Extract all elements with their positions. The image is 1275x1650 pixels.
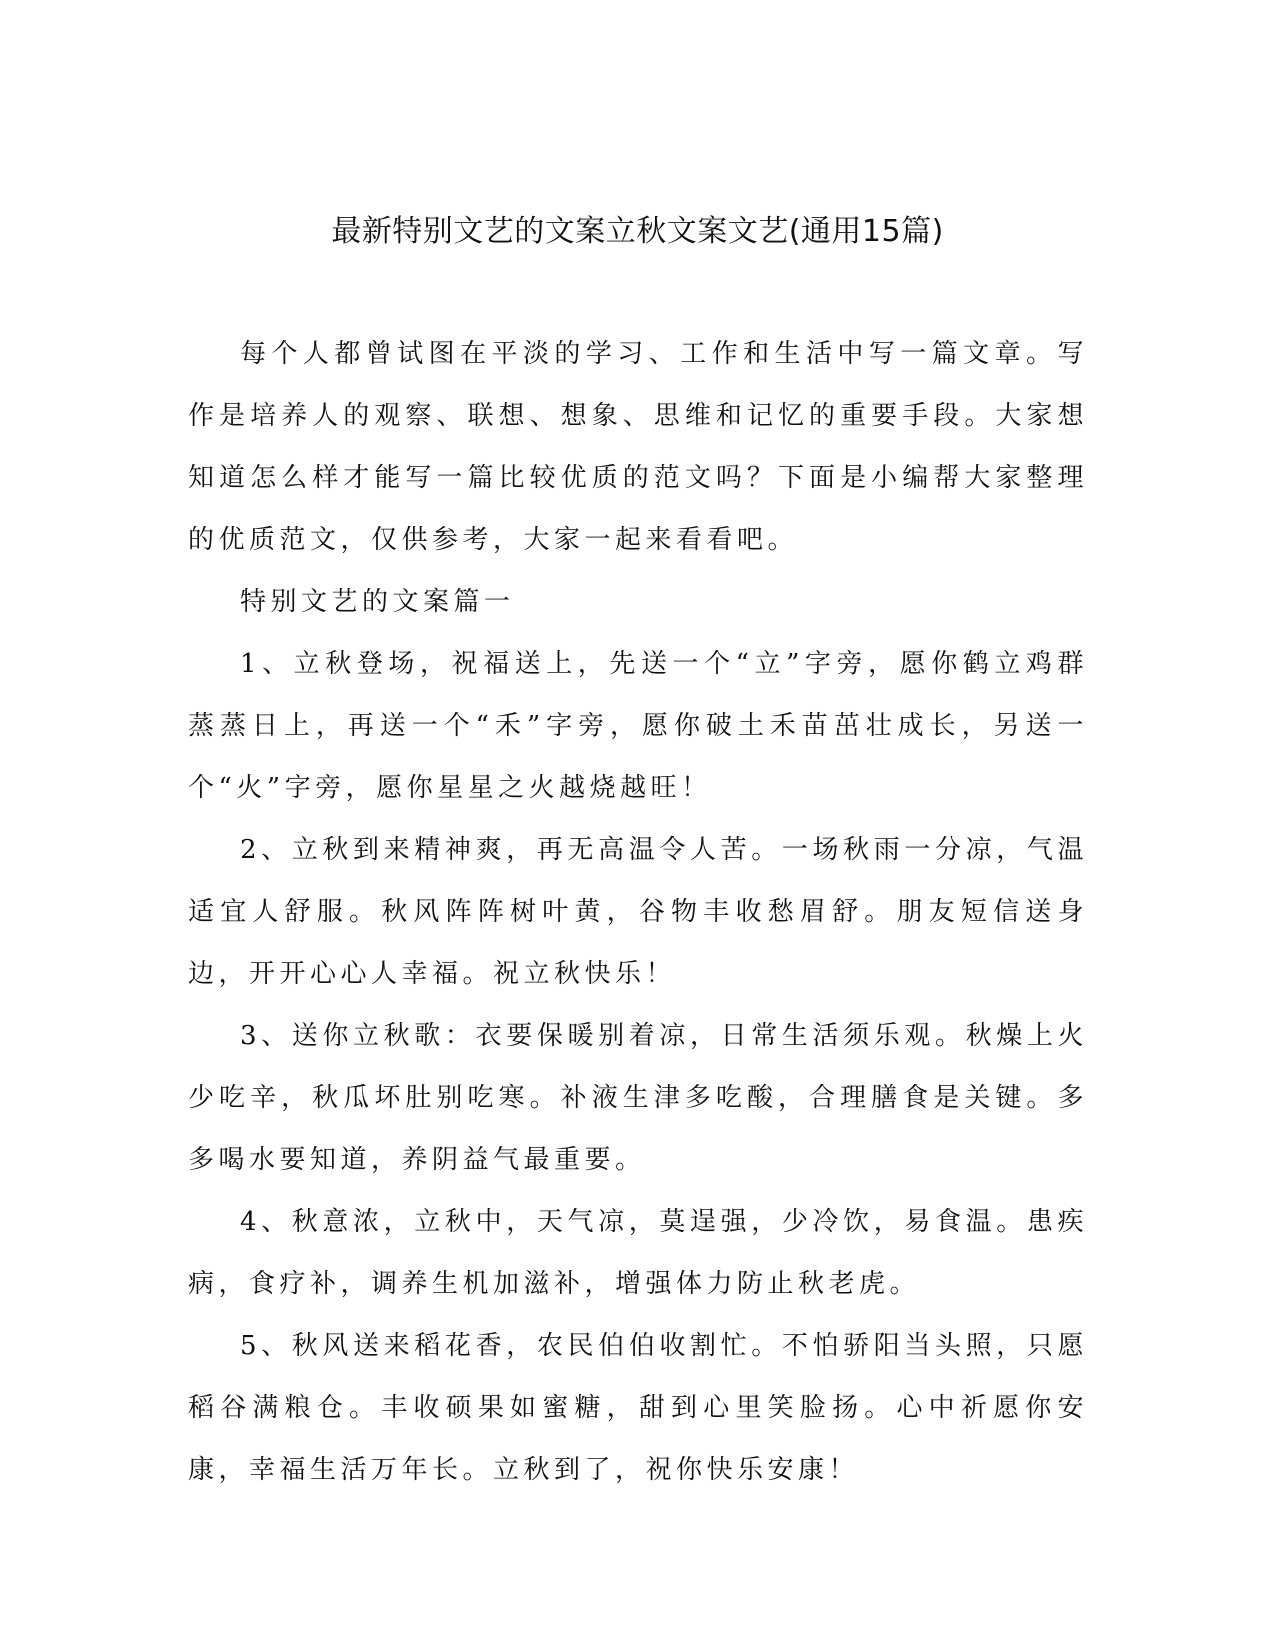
list-item-1: 1、立秋登场，祝福送上，先送一个“立”字旁，愿你鹤立鸡群蒸蒸日上，再送一个“禾”字旁，愿你破土禾苗茁壮成长，另送一个“火”字旁，愿你星星之火越烧越旺！ xyxy=(188,649,1088,803)
list-item-5: 5、秋风送来稻花香，农民伯伯收割忙。不怕骄阳当头照，只愿稻谷满粮仓。丰收硕果如蜜糖，甜到心里笑脸扬。心中祈愿你安康，幸福生活万年长。立秋到了，祝你快乐安康！ xyxy=(188,1331,1088,1485)
list-item-3: 3、送你立秋歌：衣要保暖别着凉，日常生活须乐观。秋燥上火少吃辛，秋瓜坏肚别吃寒。补液生津多吃酸，合理膳食是关键。多多喝水要知道，养阴益气最重要。 xyxy=(188,1021,1088,1175)
list-item-4: 4、秋意浓，立秋中，天气凉，莫逞强，少冷饮，易食温。患疾病，食疗补，调养生机加滋补，增强体力防止秋老虎。 xyxy=(188,1207,1088,1299)
list-item-2: 2、立秋到来精神爽，再无高温令人苦。一场秋雨一分凉，气温适宜人舒服。秋风阵阵树叶黄，谷物丰收愁眉舒。朋友短信送身边，开开心心人幸福。祝立秋快乐！ xyxy=(188,835,1088,989)
document-body xyxy=(188,323,1088,1501)
document-title: 最新特别文艺的文案立秋文案文艺(通用15篇) xyxy=(331,214,944,249)
intro-paragraph: 每个人都曾试图在平淡的学习、工作和生活中写一篇文章。写作是培养人的观察、联想、想象、思维和记忆的重要手段。大家想知道怎么样才能写一篇比较优质的范文吗？下面是小编帮大家整理的优质范文，仅供参考，大家一起来看看吧。 xyxy=(188,339,1088,555)
section-heading: 特别文艺的文案篇一 xyxy=(240,587,515,617)
